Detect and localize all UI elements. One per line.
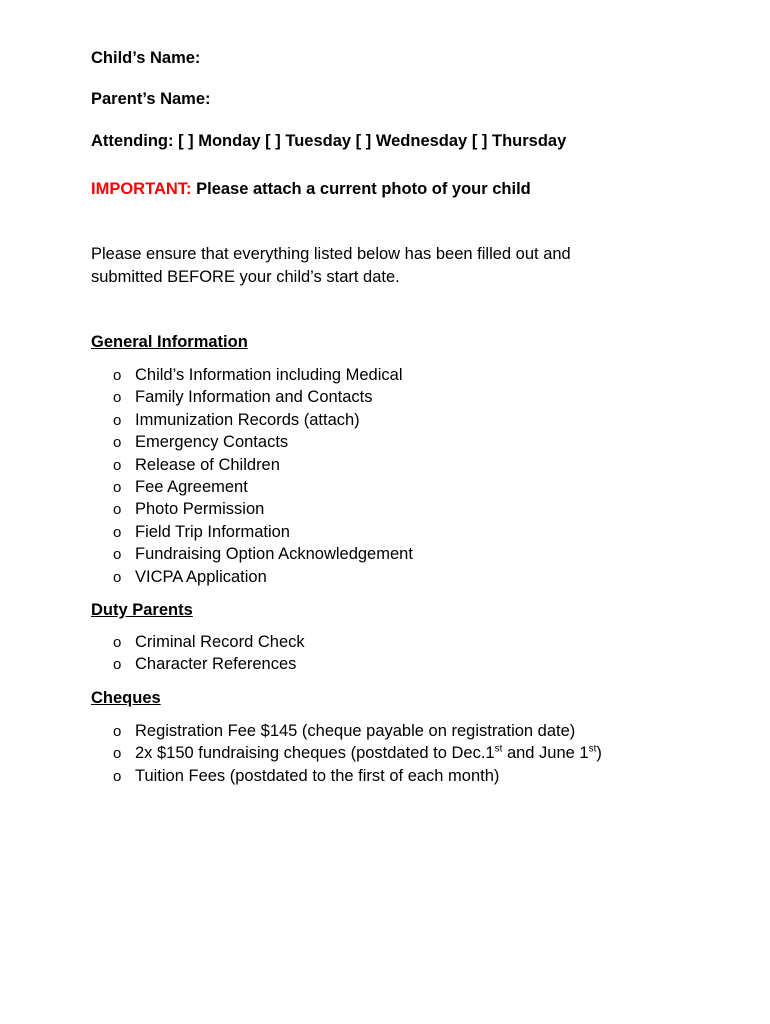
bullet-icon: o (113, 523, 122, 541)
cheques-list (113, 720, 602, 787)
bullet-icon: o (113, 367, 122, 384)
list-item: o Child’s Information including Medical (113, 364, 413, 386)
bullet-icon: o (113, 568, 122, 586)
attending-checkbox-monday[interactable]: [ ] (178, 132, 194, 150)
duty-parents-heading: Duty Parents (91, 601, 193, 619)
list-item: o Tuition Fees (postdated to the first of each month) (113, 765, 602, 787)
bullet-icon: o (113, 634, 122, 651)
child-name-label: Child’s Name: (91, 49, 201, 67)
list-item: o Fee Agreement (113, 476, 413, 498)
important-label: IMPORTANT: (91, 180, 192, 198)
attending-label: Attending: (91, 132, 179, 150)
list-item: o 2x $150 fundraising cheques (postdated to Dec.1st and June 1st) (113, 742, 602, 764)
intro-line-1: Please ensure that everything listed below has been filled out and (91, 245, 571, 263)
list-item: o Criminal Record Check (113, 631, 305, 653)
important-text: Please attach a current photo of your child (191, 180, 531, 198)
attending-day-tuesday: Tuesday (285, 132, 352, 150)
attending-checkbox-thursday[interactable]: [ ] (471, 132, 488, 150)
bullet-icon: o (113, 501, 122, 519)
bullet-icon: o (113, 546, 122, 564)
list-item: o Fundraising Option Acknowledgement (113, 543, 413, 565)
list-item: o VICPA Application (113, 566, 413, 588)
bullet-icon: o (113, 478, 122, 496)
parent-name-label: Parent’s Name: (91, 90, 211, 108)
attending-checkbox-tuesday[interactable]: [ ] (265, 132, 281, 150)
bullet-icon: o (113, 389, 122, 407)
important-note (91, 179, 531, 199)
duty-parents-list (113, 631, 305, 676)
intro-line-2: submitted BEFORE your child’s start date. (91, 268, 400, 286)
list-item: o Photo Permission (113, 498, 413, 520)
attending-checkbox-wednesday[interactable]: [ ] (355, 132, 372, 150)
attending-day-thursday: Thursday (492, 132, 567, 150)
cheques-heading: Cheques (91, 689, 161, 707)
bullet-icon: o (113, 767, 122, 785)
list-item: o Field Trip Information (113, 521, 413, 543)
list-item: o Character References (113, 653, 305, 675)
bullet-icon: o (113, 411, 122, 429)
list-item: o Immunization Records (attach) (113, 409, 413, 431)
bullet-icon: o (113, 656, 122, 674)
attending-day-wednesday: Wednesday (375, 132, 468, 150)
list-item: o Release of Children (113, 454, 413, 476)
bullet-icon: o (113, 745, 122, 763)
attending-day-monday: Monday (198, 132, 261, 150)
general-information-heading: General Information (91, 333, 248, 351)
attending-row (91, 131, 566, 151)
list-item: o Registration Fee $145 (cheque payable on registration date) (113, 720, 602, 742)
list-item: o Family Information and Contacts (113, 386, 413, 408)
bullet-icon: o (113, 456, 122, 474)
general-information-list (113, 364, 413, 588)
list-item: o Emergency Contacts (113, 431, 413, 453)
bullet-icon: o (113, 723, 122, 740)
bullet-icon: o (113, 434, 122, 452)
